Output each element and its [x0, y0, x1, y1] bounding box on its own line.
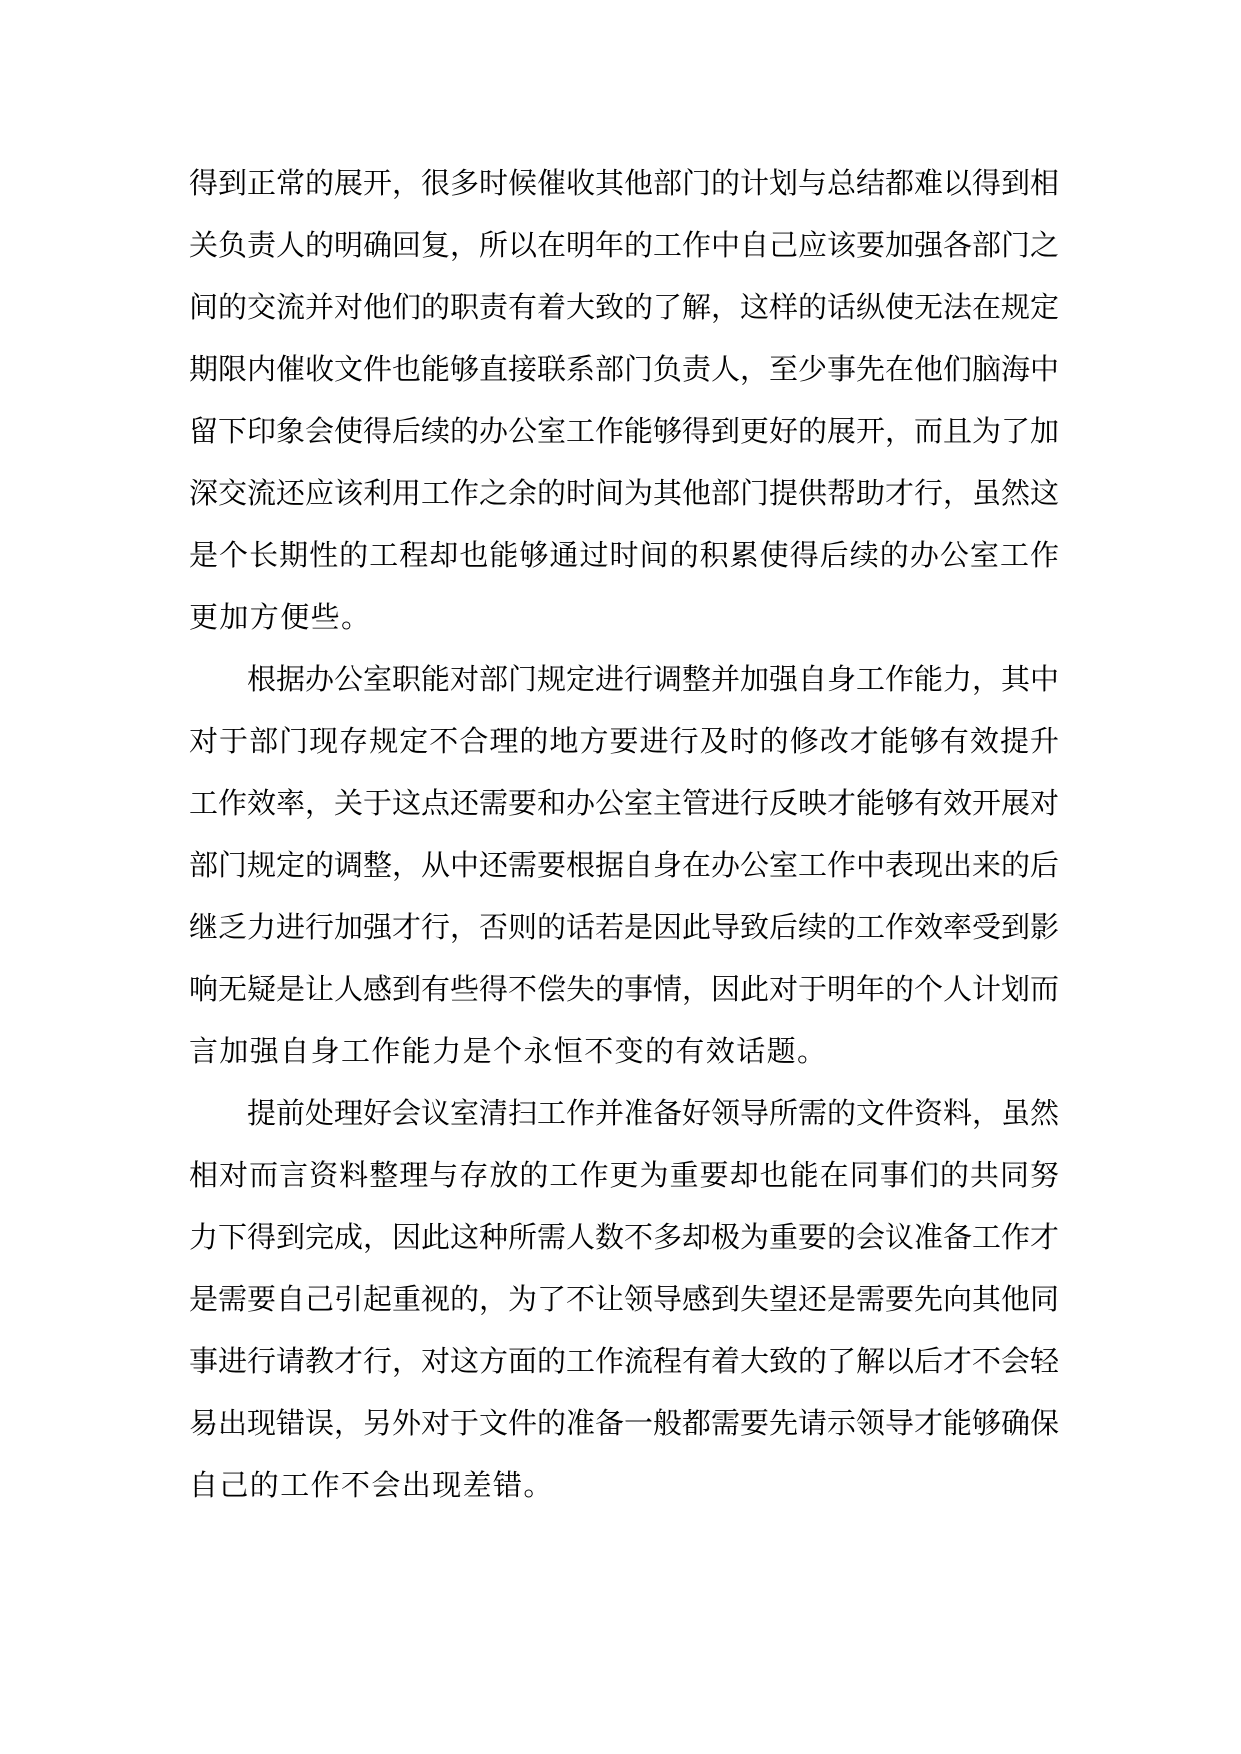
paragraph-2	[189, 648, 1059, 1082]
text-line: 响无疑是让人感到有些得不偿失的事情，因此对于明年的个人计划而	[189, 972, 1060, 1006]
text-line: 提前处理好会议室清扫工作并准备好领导所需的文件资料，虽然	[247, 1096, 1060, 1130]
text-line: 继乏力进行加强才行，否则的话若是因此导致后续的工作效率受到影	[189, 910, 1060, 944]
text-line: 留下印象会使得后续的办公室工作能够得到更好的展开，而且为了加	[189, 414, 1060, 448]
text-line: 得到正常的展开，很多时候催收其他部门的计划与总结都难以得到相	[189, 166, 1060, 200]
text-line: 力下得到完成，因此这种所需人数不多却极为重要的会议准备工作才	[189, 1220, 1060, 1254]
text-line: 更加方便些。	[189, 600, 372, 634]
paragraph-3	[189, 1082, 1059, 1516]
text-line: 事进行请教才行，对这方面的工作流程有着大致的了解以后才不会轻	[189, 1344, 1060, 1378]
paragraph-1	[189, 152, 1059, 648]
text-line: 期限内催收文件也能够直接联系部门负责人，至少事先在他们脑海中	[189, 352, 1060, 386]
text-line: 是需要自己引起重视的，为了不让领导感到失望还是需要先向其他同	[189, 1282, 1060, 1316]
text-line: 深交流还应该利用工作之余的时间为其他部门提供帮助才行，虽然这	[189, 476, 1060, 510]
text-line: 关负责人的明确回复，所以在明年的工作中自己应该要加强各部门之	[189, 228, 1060, 262]
text-line: 对于部门现存规定不合理的地方要进行及时的修改才能够有效提升	[189, 724, 1059, 758]
text-line: 间的交流并对他们的职责有着大致的了解，这样的话纵使无法在规定	[189, 290, 1060, 324]
text-line: 工作效率，关于这点还需要和办公室主管进行反映才能够有效开展对	[189, 786, 1060, 820]
text-line: 部门规定的调整，从中还需要根据自身在办公室工作中表现出来的后	[189, 848, 1060, 882]
text-line: 自己的工作不会出现差错。	[189, 1468, 554, 1502]
text-line: 是个长期性的工程却也能够通过时间的积累使得后续的办公室工作	[189, 538, 1059, 572]
document-body	[189, 152, 1059, 1516]
text-line: 相对而言资料整理与存放的工作更为重要却也能在同事们的共同努	[189, 1158, 1059, 1192]
text-line: 易出现错误，另外对于文件的准备一般都需要先请示领导才能够确保	[189, 1406, 1060, 1440]
text-line: 言加强自身工作能力是个永恒不变的有效话题。	[189, 1034, 828, 1068]
text-line: 根据办公室职能对部门规定进行调整并加强自身工作能力，其中	[247, 662, 1060, 696]
